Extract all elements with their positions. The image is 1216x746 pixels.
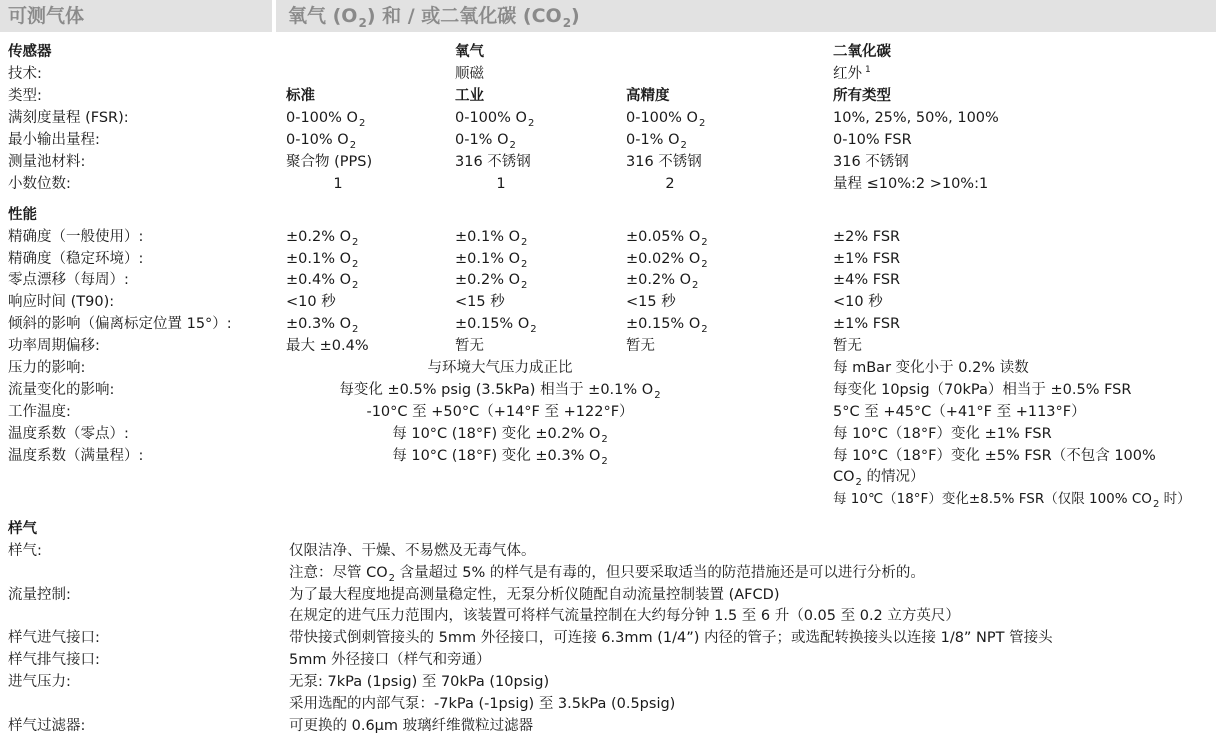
section-sensor: 传感器 xyxy=(8,44,52,60)
acc2-standard: ±0.1% $O_2$ xyxy=(286,251,359,270)
fsr-high-precision: 0-100% $O_2$ xyxy=(626,110,706,129)
tilt-high-precision: ±0.15% $O_2$ xyxy=(626,316,708,335)
decimals-high-precision: 2 xyxy=(665,176,675,192)
label-flow-control: 流量控制: xyxy=(8,587,71,603)
label-cell-material: 测量池材料: xyxy=(8,154,86,170)
material-high-precision: 316 不锈钢 xyxy=(626,154,702,170)
tcs-co2-line1: 每 10°C（18°F）变化 ±5% FSR（不包含 100% xyxy=(833,448,1156,464)
column-co2: 二氧化碳 xyxy=(833,44,891,60)
tilt-standard: ±0.3% $O_2$ xyxy=(286,316,359,335)
min-industrial: 0-1% $O_2$ xyxy=(455,132,516,151)
flow-control-line1: 为了最大程度地提高测量稳定性，无泵分析仪随配自动流量控制装置 (AFCD) xyxy=(289,587,780,603)
label-fsr: 满刻度量程 (FSR): xyxy=(8,110,129,126)
outlet-value: 5mm 外径接口（样气和旁通） xyxy=(289,652,491,668)
acc1-high-precision: ±0.05% $O_2$ xyxy=(626,229,708,248)
label-accuracy-stable: 精确度（稳定环境）: xyxy=(8,251,144,267)
label-technology: 技术: xyxy=(8,66,42,82)
inlet-pressure-line1: 无泵: 7kPa (1psig) 至 70kPa (10psig) xyxy=(289,674,550,690)
drift-standard: ±0.4% $O_2$ xyxy=(286,272,359,291)
min-co2: 0-10% FSR xyxy=(833,132,912,148)
tcz-o2: 每 10°C (18°F) 变化 ±0.2% $O_2$ xyxy=(392,426,608,445)
drift-high-precision: ±0.2% $O_2$ xyxy=(626,272,699,291)
label-tilt-effect: 倾斜的影响（偏离标定位置 15°）: xyxy=(8,316,232,332)
label-decimals: 小数位数: xyxy=(8,176,71,192)
pressure-o2: 与环境大气压力成正比 xyxy=(427,360,573,376)
min-standard: 0-10% $O_2$ xyxy=(286,132,357,151)
flow-o2: 每变化 ±0.5% psig (3.5kPa) 相当于 ±0.1% $O_2$ xyxy=(339,382,661,401)
material-co2: 316 不锈钢 xyxy=(833,154,909,170)
label-tc-span: 温度系数（满量程）: xyxy=(8,448,144,464)
fsr-industrial: 0-100% $O_2$ xyxy=(455,110,535,129)
fsr-standard: 0-100% $O_2$ xyxy=(286,110,366,129)
column-oxygen: 氧气 xyxy=(455,44,484,60)
label-pressure-effect: 压力的影响: xyxy=(8,360,86,376)
tilt-industrial: ±0.15% $O_2$ xyxy=(455,316,537,335)
acc1-co2: ±2% FSR xyxy=(833,229,901,245)
power-high-precision: 暂无 xyxy=(626,338,655,354)
tcz-co2: 每 10°C（18°F）变化 ±1% FSR xyxy=(833,426,1052,442)
acc2-industrial: ±0.1% $O_2$ xyxy=(455,251,528,270)
acc1-standard: ±0.2% $O_2$ xyxy=(286,229,359,248)
power-co2: 暂无 xyxy=(833,338,862,354)
section-performance: 性能 xyxy=(8,207,37,223)
tcs-co2-line3: 每 10℃（18°F）变化±8.5% FSR（仅限 100% $CO_2$ 时） xyxy=(833,491,1191,510)
section-sample: 样气 xyxy=(8,521,37,537)
material-standard: 聚合物 (PPS) xyxy=(286,154,373,170)
label-zero-drift: 零点漂移（每周）: xyxy=(8,272,129,288)
temp-co2: 5°C 至 +45°C（+41°F 至 +113°F） xyxy=(833,404,1086,420)
type-standard: 标准 xyxy=(286,88,315,104)
header-gas-value: 氧气 $(O_2)$ 和 / 或二氧化碳 $(CO_2)$ xyxy=(288,5,580,30)
label-inlet: 样气进气接口: xyxy=(8,630,100,646)
flow-co2: 每变化 10psig（70kPa）相当于 ±0.5% FSR xyxy=(833,382,1132,398)
min-high-precision: 0-1% $O_2$ xyxy=(626,132,687,151)
sample-filter-value: 可更换的 0.6μm 玻璃纤维微粒过滤器 xyxy=(289,718,534,734)
tilt-co2: ±1% FSR xyxy=(833,316,901,332)
label-flow-effect: 流量变化的影响: xyxy=(8,382,115,398)
inlet-pressure-line2: 采用选配的内部气泵：-7kPa (-1psig) 至 3.5kPa (0.5psig) xyxy=(289,696,676,712)
value-tech-o2: 顺磁 xyxy=(455,66,484,82)
label-response-time: 响应时间 (T90): xyxy=(8,294,115,310)
flow-control-line2: 在规定的进气压力范围内，该装置可将样气流量控制在大约每分钟 1.5 至 6 升（0.05 至 0.2 立方英尺） xyxy=(289,608,960,624)
acc2-co2: ±1% FSR xyxy=(833,251,901,267)
header-gas-label: 可测气体 xyxy=(8,5,85,27)
decimals-industrial: 1 xyxy=(496,176,506,192)
type-co2-all: 所有类型 xyxy=(833,88,891,104)
label-power-cycle: 功率周期偏移: xyxy=(8,338,100,354)
label-sample-gas: 样气: xyxy=(8,543,42,559)
label-tc-zero: 温度系数（零点）: xyxy=(8,426,129,442)
sample-gas-line1: 仅限洁净、干燥、不易燃及无毒气体。 xyxy=(289,543,536,559)
label-accuracy-general: 精确度（一般使用）: xyxy=(8,229,144,245)
material-industrial: 316 不锈钢 xyxy=(455,154,531,170)
type-high-precision: 高精度 xyxy=(626,88,670,104)
label-min-range: 最小输出量程: xyxy=(8,132,100,148)
label-outlet: 样气排气接口: xyxy=(8,652,100,668)
decimals-co2: 量程 ≤10%:2 >10%:1 xyxy=(833,176,989,192)
value-tech-co2: 红外 $^1$ xyxy=(833,65,871,82)
acc1-industrial: ±0.1% $O_2$ xyxy=(455,229,528,248)
label-operating-temp: 工作温度: xyxy=(8,404,71,420)
decimals-standard: 1 xyxy=(333,176,343,192)
tcs-o2: 每 10°C (18°F) 变化 ±0.3% $O_2$ xyxy=(392,448,608,467)
label-inlet-pressure: 进气压力: xyxy=(8,674,71,690)
inlet-value: 带快接式倒刺管接头的 5mm 外径接口，可连接 6.3mm (1/4”) 内径的管子；或选配转换接头以连接 1/8” NPT 管接头 xyxy=(289,630,1053,646)
label-sample-filter: 样气过滤器: xyxy=(8,718,86,734)
fsr-co2: 10%, 25%, 50%, 100% xyxy=(833,110,999,126)
tcs-co2-line2: $CO_2$ 的情况） xyxy=(833,469,925,488)
resp-standard: <10 秒 xyxy=(286,294,336,310)
drift-industrial: ±0.2% $O_2$ xyxy=(455,272,528,291)
resp-high-precision: <15 秒 xyxy=(626,294,676,310)
power-standard: 最大 ±0.4% xyxy=(286,338,369,354)
label-type: 类型: xyxy=(8,88,42,104)
drift-co2: ±4% FSR xyxy=(833,272,901,288)
resp-industrial: <15 秒 xyxy=(455,294,505,310)
type-industrial: 工业 xyxy=(455,88,484,104)
power-industrial: 暂无 xyxy=(455,338,484,354)
resp-co2: <10 秒 xyxy=(833,294,883,310)
pressure-co2: 每 mBar 变化小于 0.2% 读数 xyxy=(833,360,1029,376)
acc2-high-precision: ±0.02% $O_2$ xyxy=(626,251,708,270)
sample-gas-line2: 注意：尽管 $CO_2$ 含量超过 5% 的样气是有毒的，但只要采取适当的防范措施还是可以进行分析的。 xyxy=(289,565,925,584)
temp-o2: -10°C 至 +50°C（+14°F 至 +122°F） xyxy=(366,404,634,420)
